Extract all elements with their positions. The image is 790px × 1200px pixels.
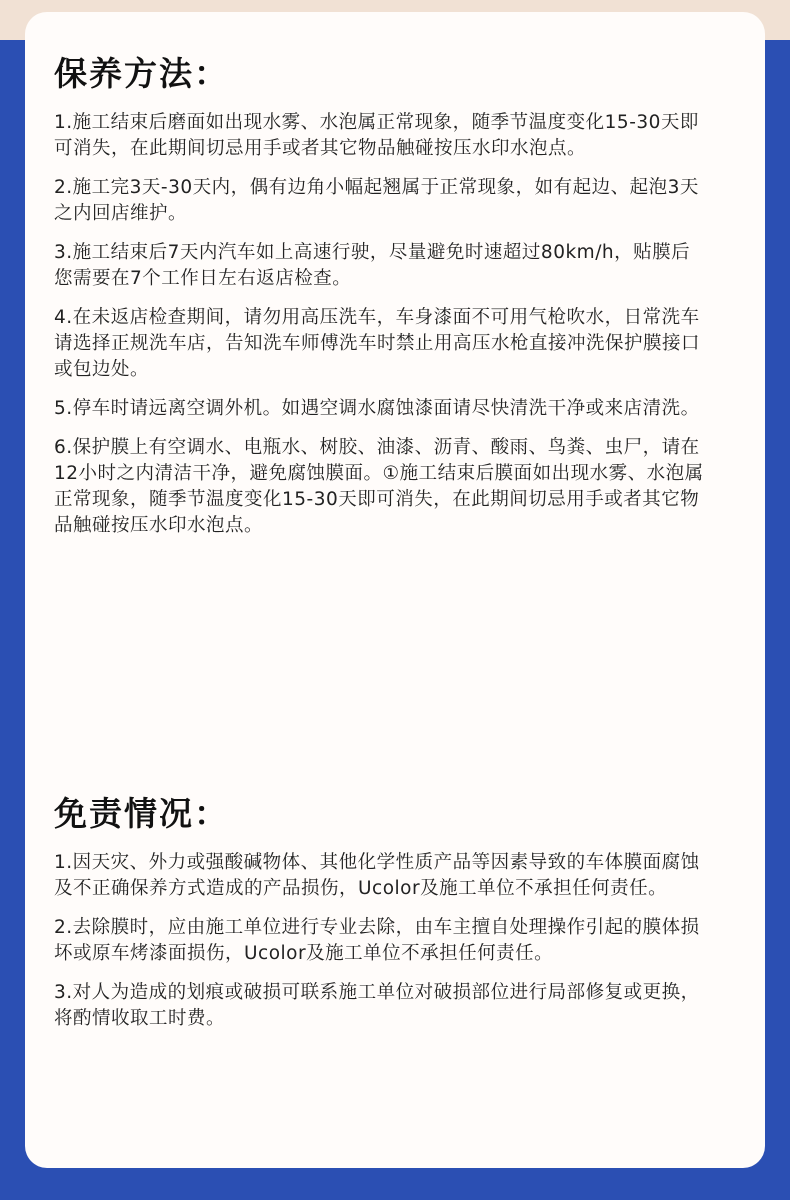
maintenance-item-2: 2.施工完3天-30天内，偶有边角小幅起翘属于正常现象，如有起边、起泡3天之内回店维护。: [54, 177, 699, 224]
maintenance-item-6: 6.保护膜上有空调水、电瓶水、树胶、油漆、沥青、酸雨、鸟粪、虫尸，请在12小时之内清洁干净，避免腐蚀膜面。①施工结束后膜面如出现水雾、水泡属正常现象，随季节温度变化15-30天即可消失，在此期间切忌用手或者其它物品触碰按压水印水泡点。: [54, 437, 704, 536]
disclaimer-item-1: 1.因天灾、外力或强酸碱物体、其他化学性质产品等因素导致的车体膜面腐蚀及不正确保养方式造成的产品损伤，Ucolor及施工单位不承担任何责任。: [54, 852, 700, 899]
disclaimer-item-2: 2.去除膜时，应由施工单位进行专业去除，由车主擅自处理操作引起的膜体损坏或原车烤漆面损伤，Ucolor及施工单位不承担任何责任。: [54, 917, 700, 964]
maintenance-item-4: 4.在未返店检查期间，请勿用高压洗车，车身漆面不可用气枪吹水，日常洗车请选择正规洗车店，告知洗车师傅洗车时禁止用高压水枪直接冲洗保护膜接口或包边处。: [54, 307, 701, 380]
maintenance-section: [54, 52, 704, 552]
disclaimer-section: [54, 792, 704, 1045]
disclaimer-item-3: 3.对人为造成的划痕或破损可联系施工单位对破损部位进行局部修复或更换，将酌情收取工时费。: [54, 982, 700, 1029]
maintenance-item-3: 3.施工结束后7天内汽车如上高速行驶，尽量避免时速超过80km/h，贴膜后您需要在7个工作日左右返店检查。: [54, 242, 691, 289]
maintenance-title: 保养方法：: [54, 54, 229, 93]
maintenance-item-5: 5.停车时请远离空调外机。如遇空调水腐蚀漆面请尽快清洗干净或来店清洗。: [54, 398, 700, 419]
maintenance-item-1: 1.施工结束后磨面如出现水雾、水泡属正常现象，随季节温度变化15-30天即可消失，在此期间切忌用手或者其它物品触碰按压水印水泡点。: [54, 112, 699, 159]
disclaimer-title: 免责情况：: [54, 794, 229, 833]
